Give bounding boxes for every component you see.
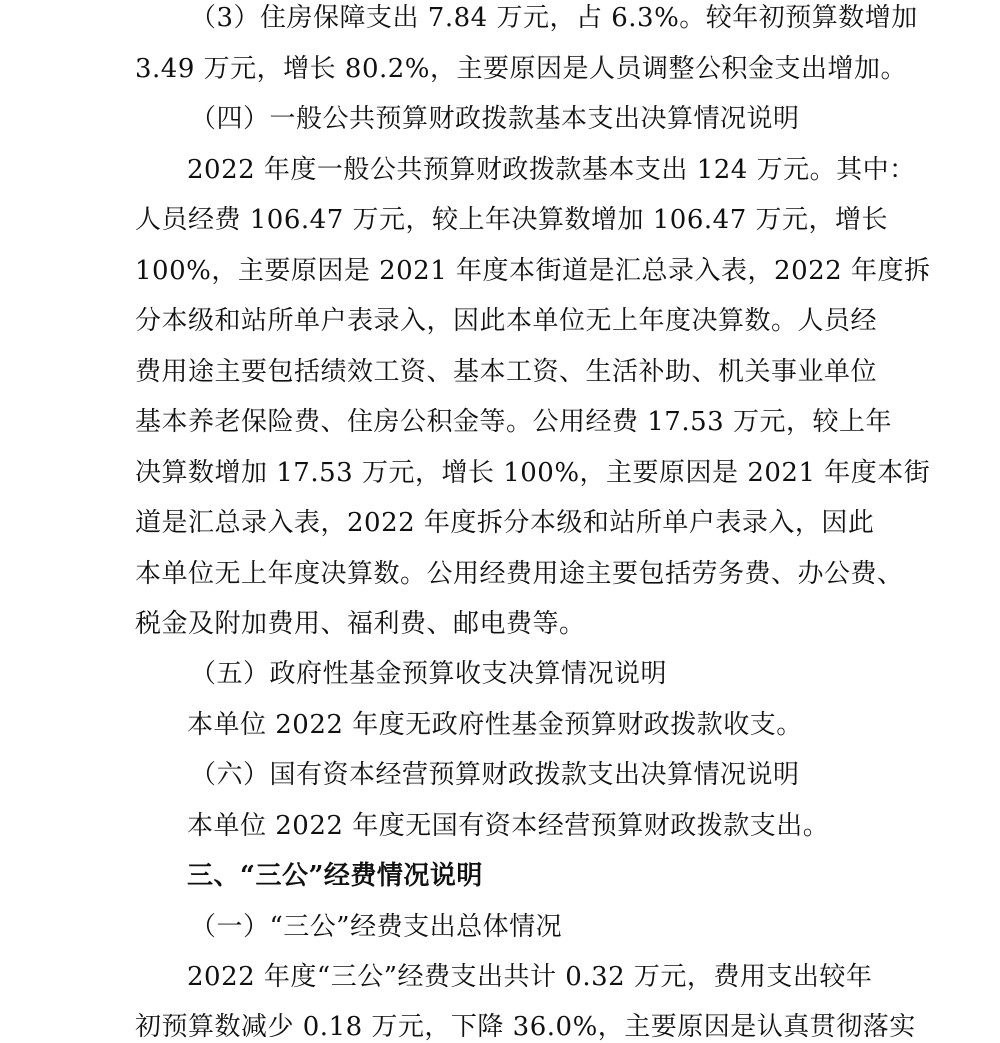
section-subheading: （六）国有资本经营预算财政拨款支出决算情况说明 bbox=[190, 760, 800, 790]
paragraph-line: 分本级和站所单户表录入，因此本单位无上年度决算数。人员经 bbox=[135, 306, 878, 336]
paragraph-line: 本单位 2022 年度无国有资本经营预算财政拨款支出。 bbox=[187, 811, 830, 841]
section-subheading: （四）一般公共预算财政拨款基本支出决算情况说明 bbox=[190, 104, 800, 134]
section-subheading: （一）“三公”经费支出总体情况 bbox=[190, 912, 563, 942]
paragraph-line: 决算数增加 17.53 万元，增长 100%，主要原因是 2021 年度本街 bbox=[135, 458, 931, 488]
paragraph-line: 2022 年度一般公共预算财政拨款基本支出 124 万元。其中： bbox=[187, 155, 916, 185]
paragraph-line: 基本养老保险费、住房公积金等。公用经费 17.53 万元，较上年 bbox=[135, 407, 892, 437]
paragraph-line: 3.49 万元，增长 80.2%，主要原因是人员调整公积金支出增加。 bbox=[135, 54, 908, 84]
paragraph-line: 人员经费 106.47 万元，较上年决算数增加 106.47 万元，增长 bbox=[135, 205, 889, 235]
paragraph-line: 本单位 2022 年度无政府性基金预算财政拨款收支。 bbox=[187, 710, 803, 740]
paragraph-line: 费用途主要包括绩效工资、基本工资、生活补助、机关事业单位 bbox=[135, 357, 878, 387]
section-heading: 三、“三公”经费情况说明 bbox=[187, 861, 483, 891]
paragraph-line: 税金及附加费用、福利费、邮电费等。 bbox=[135, 609, 586, 639]
paragraph-line: 本单位无上年度决算数。公用经费用途主要包括劳务费、办公费、 bbox=[135, 559, 904, 589]
paragraph-line: （3）住房保障支出 7.84 万元，占 6.3%。较年初预算数增加 bbox=[190, 3, 918, 33]
paragraph-line: 初预算数减少 0.18 万元，下降 36.0%，主要原因是认真贯彻落实 bbox=[135, 1012, 916, 1042]
paragraph-line: 2022 年度“三公”经费支出共计 0.32 万元，费用支出较年 bbox=[187, 962, 873, 992]
section-subheading: （五）政府性基金预算收支决算情况说明 bbox=[190, 659, 668, 689]
paragraph-line: 100%，主要原因是 2021 年度本街道是汇总录入表，2022 年度拆 bbox=[135, 256, 931, 286]
paragraph-line: 道是汇总录入表，2022 年度拆分本级和站所单户表录入，因此 bbox=[135, 508, 875, 538]
